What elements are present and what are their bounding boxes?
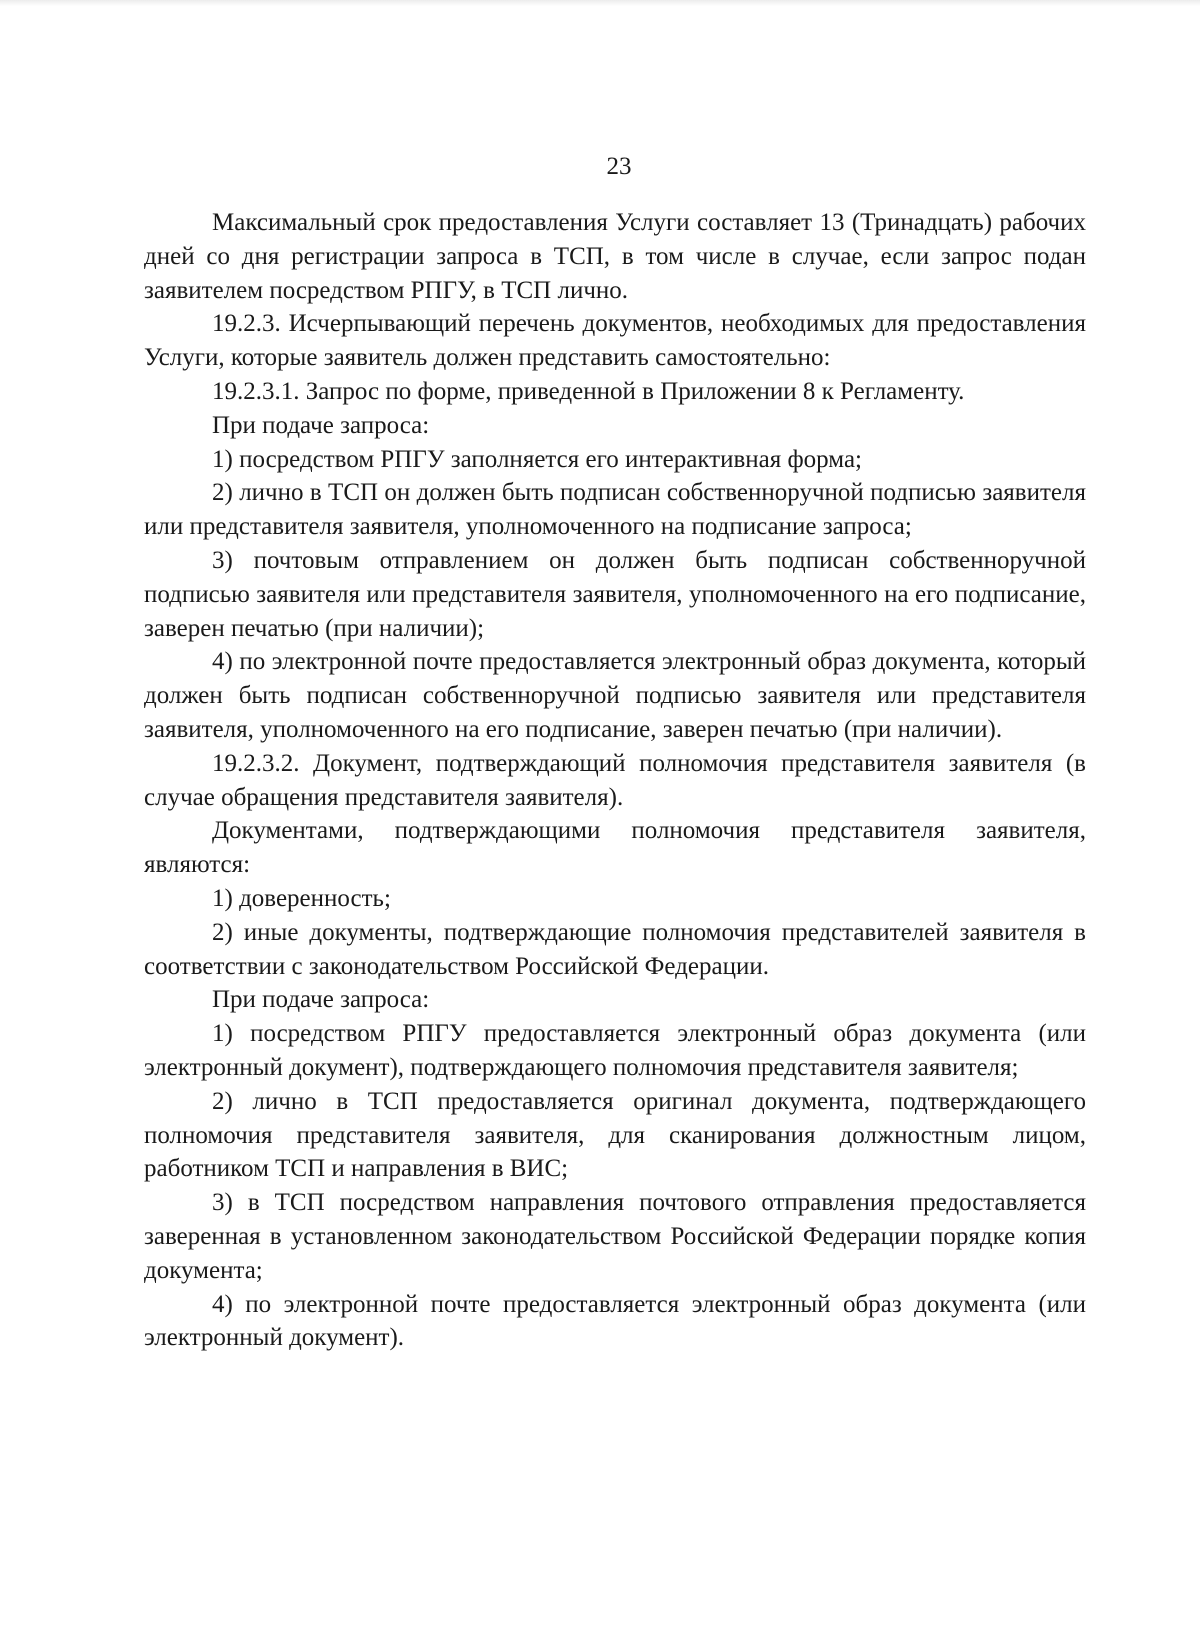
- list-item-in-person-original: 2) лично в ТСП предоставляется оригинал документа, подтверждающего полномочия представителя заявителя, для сканирования должностным лицом, работником ТСП и направления в ВИС;: [144, 1087, 1086, 1183]
- scan-edge: [0, 0, 1200, 6]
- list-item-in-person-signature: 2) лично в ТСП он должен быть подписан собственноручной подписью заявителя или представителя заявителя, уполномоченного на подписание запроса;: [144, 479, 1086, 541]
- page-number: 23: [606, 153, 632, 180]
- list-item-rpgu-document: 1) посредством РПГУ предоставляется электронный образ документа (или электронный документ), подтверждающего полномочия представителя заявителя;: [144, 1020, 1086, 1081]
- list-item-postal-copy: 3) в ТСП посредством направления почтового отправления предоставляется заверенная в установленном законодательством Российской Федерации порядке копия документа;: [144, 1189, 1086, 1284]
- paragraph-service-term: Максимальный срок предоставления Услуги составляет 13 (Тринадцать) рабочих дней со дня регистрации запроса в ТСП, в том числе в случае, если запрос подан заявителем посредством РПГУ, в ТСП лично.: [144, 209, 1086, 304]
- paragraph-request-submission-heading-2: При подаче запроса:: [212, 986, 430, 1014]
- list-item-other-documents: 2) иные документы, подтверждающие полномочия представителей заявителя в соответствии с законодательством Российской Федерации.: [144, 918, 1086, 980]
- paragraph-request-submission-heading: При подаче запроса:: [212, 411, 430, 439]
- paragraph-19-2-3: 19.2.3. Исчерпывающий перечень документов, необходимых для предоставления Услуги, которые заявитель должен представить самостоятельно:: [144, 310, 1086, 372]
- paragraph-19-2-3-2: 19.2.3.2. Документ, подтверждающий полномочия представителя заявителя (в случае обращения представителя заявителя).: [144, 749, 1086, 811]
- paragraph-authority-documents: Документами, подтверждающими полномочия представителя заявителя, являются:: [144, 817, 1086, 879]
- list-item-postal-signature: 3) почтовым отправлением он должен быть подписан собственноручной подписью заявителя или представителя заявителя, уполномоченного на его подписание, заверен печатью (при наличии);: [144, 546, 1086, 642]
- paragraph-19-2-3-1: 19.2.3.1. Запрос по форме, приведенной в Приложении 8 к Регламенту.: [212, 377, 965, 405]
- list-item-email-image: 4) по электронной почте предоставляется электронный образ документа, который должен быть подписан собственноручной подписью заявителя или представителя заявителя, уполномоченного на его подписание, заверен печатью (при наличии).: [144, 648, 1086, 743]
- document-body: [144, 206, 1086, 1355]
- list-item-power-of-attorney: 1) доверенность;: [212, 884, 391, 912]
- list-item-email-document: 4) по электронной почте предоставляется электронный образ документа (или электронный документ).: [144, 1290, 1086, 1352]
- list-item-rpgu-form: 1) посредством РПГУ заполняется его интерактивная форма;: [212, 445, 862, 473]
